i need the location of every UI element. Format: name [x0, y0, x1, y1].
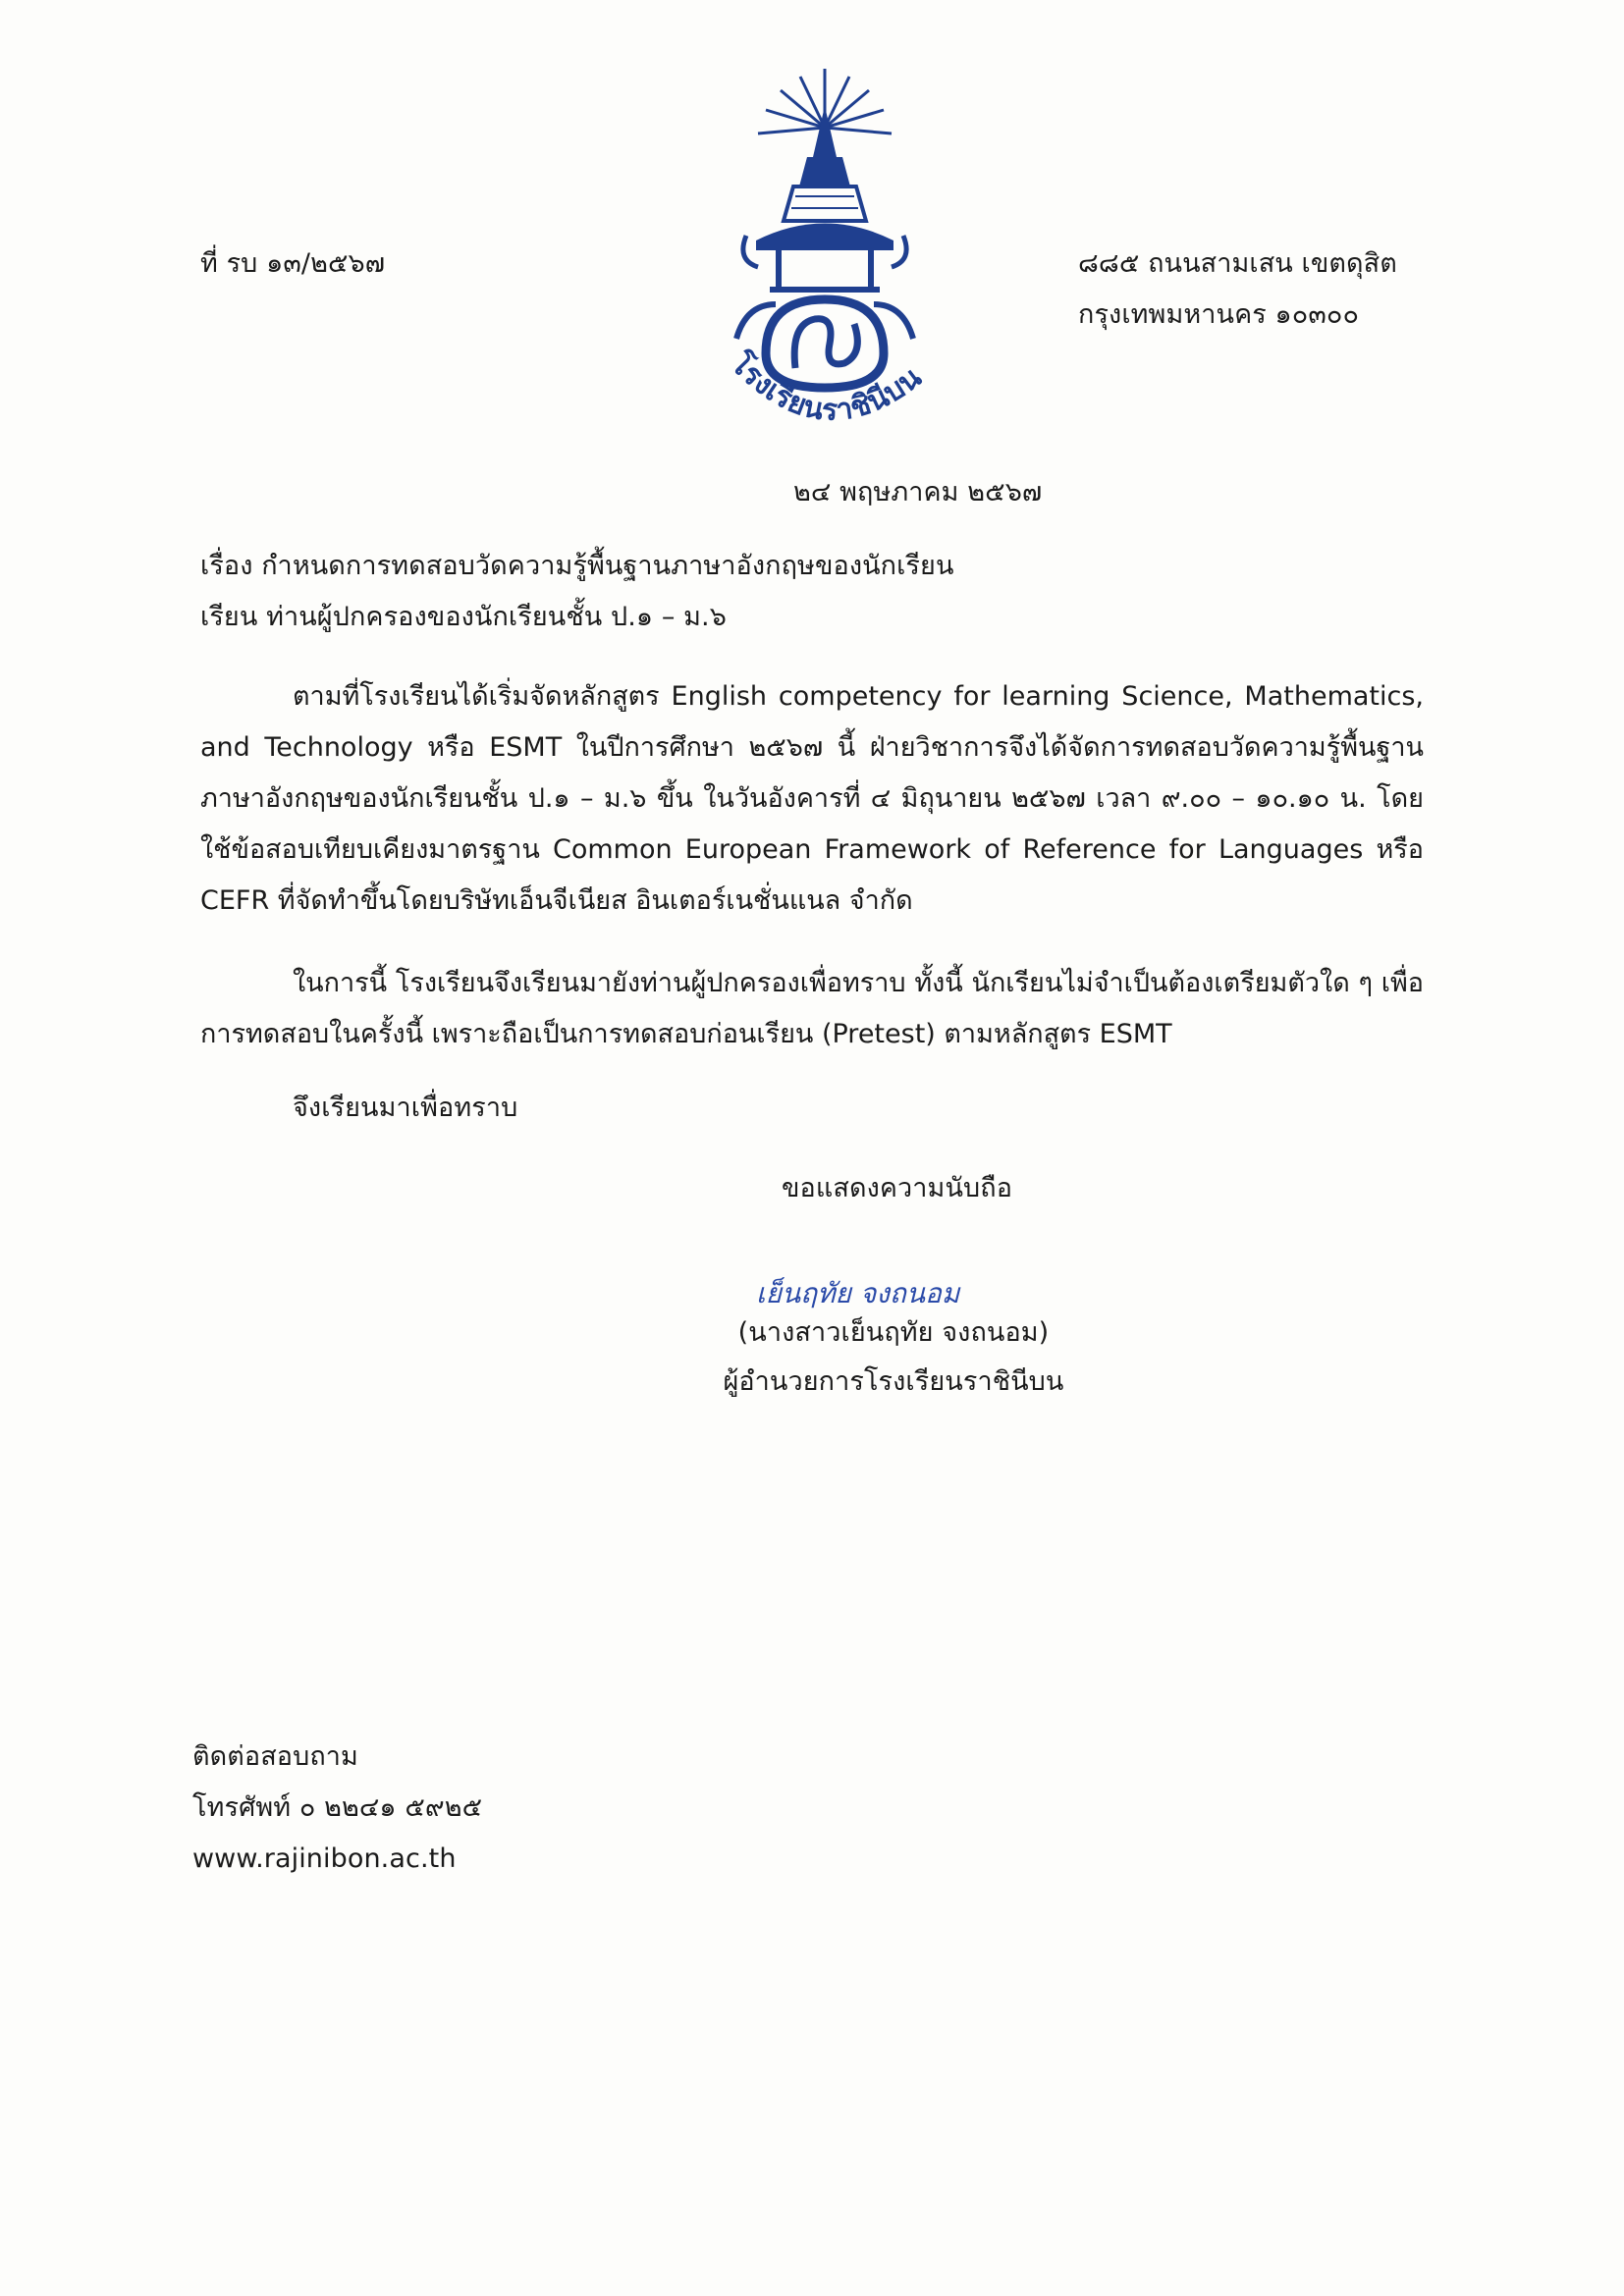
- contact-phone: โทรศัพท์ ๐ ๒๒๔๑ ๕๙๒๕: [192, 1792, 483, 1823]
- address-line-2: กรุงเทพมหานคร ๑๐๓๐๐: [1078, 299, 1360, 330]
- closing-line: จึงเรียนมาเพื่อทราบ: [293, 1093, 518, 1123]
- letter-date: ๒๔ พฤษภาคม ๒๕๖๗: [793, 477, 1043, 507]
- school-website: www.rajinibon.ac.th: [192, 1843, 457, 1874]
- handwritten-signature: [746, 1261, 1070, 1320]
- signatory-position: ผู้อำนวยการโรงเรียนราชินีบน: [723, 1366, 1064, 1397]
- signatory-name: (นางสาวเย็นฤทัย จงถนอม): [737, 1317, 1050, 1348]
- body-paragraph-1: ตามที่โรงเรียนได้เริ่มจัดหลักสูตร English competency for learning Science, Mathematics, and Technology หรือ ESMT ในปีการศึกษา ๒๕๖๗ นี้ ฝ่ายวิชาการจึงได้จัดการทดสอบวัดความรู้พื้นฐานภาษาอังกฤษของนักเรียนชั้น ป.๑ – ม.๖ ขึ้น ในวันอังคารที่ ๔ มิถุนายน ๒๕๖๗ เวลา ๙.๐๐ – ๑๐.๑๐ น. โดยใช้ข้อสอบเทียบเคียงมาตรฐาน Common European Framework of Reference for Languages หรือ CEFR ที่จัดทำขึ้นโดยบริษัทเอ็นจีเนียส อินเตอร์เนชั่นแนล จำกัด: [200, 681, 1424, 916]
- signature-script: เย็นฤทัย จงถนอม: [756, 1277, 960, 1309]
- recipient-line: เรียน ท่านผู้ปกครองของนักเรียนชั้น ป.๑ – ม.๖: [200, 602, 727, 632]
- subject-line: เรื่อง กำหนดการทดสอบวัดความรู้พื้นฐานภาษาอังกฤษของนักเรียน: [200, 551, 954, 581]
- reference-number: ที่ รบ ๑๓/๒๕๖๗: [200, 248, 386, 279]
- school-logo-text: โรงเรียนราชินีบน: [723, 347, 929, 428]
- body-paragraph-2: ในการนี้ โรงเรียนจึงเรียนมายังท่านผู้ปกครองเพื่อทราบ ทั้งนี้ นักเรียนไม่จำเป็นต้องเตรียมตัวใด ๆ เพื่อการทดสอบในครั้งนี้ เพราะถือเป็นการทดสอบก่อนเรียน (Pretest) ตามหลักสูตร ESMT: [200, 968, 1424, 1049]
- school-logo: [697, 59, 952, 442]
- contact-label: ติดต่อสอบถาม: [192, 1741, 358, 1772]
- address-line-1: ๘๘๕ ถนนสามเสน เขตดุสิต: [1078, 248, 1397, 279]
- regards-line: ขอแสดงความนับถือ: [782, 1173, 1013, 1203]
